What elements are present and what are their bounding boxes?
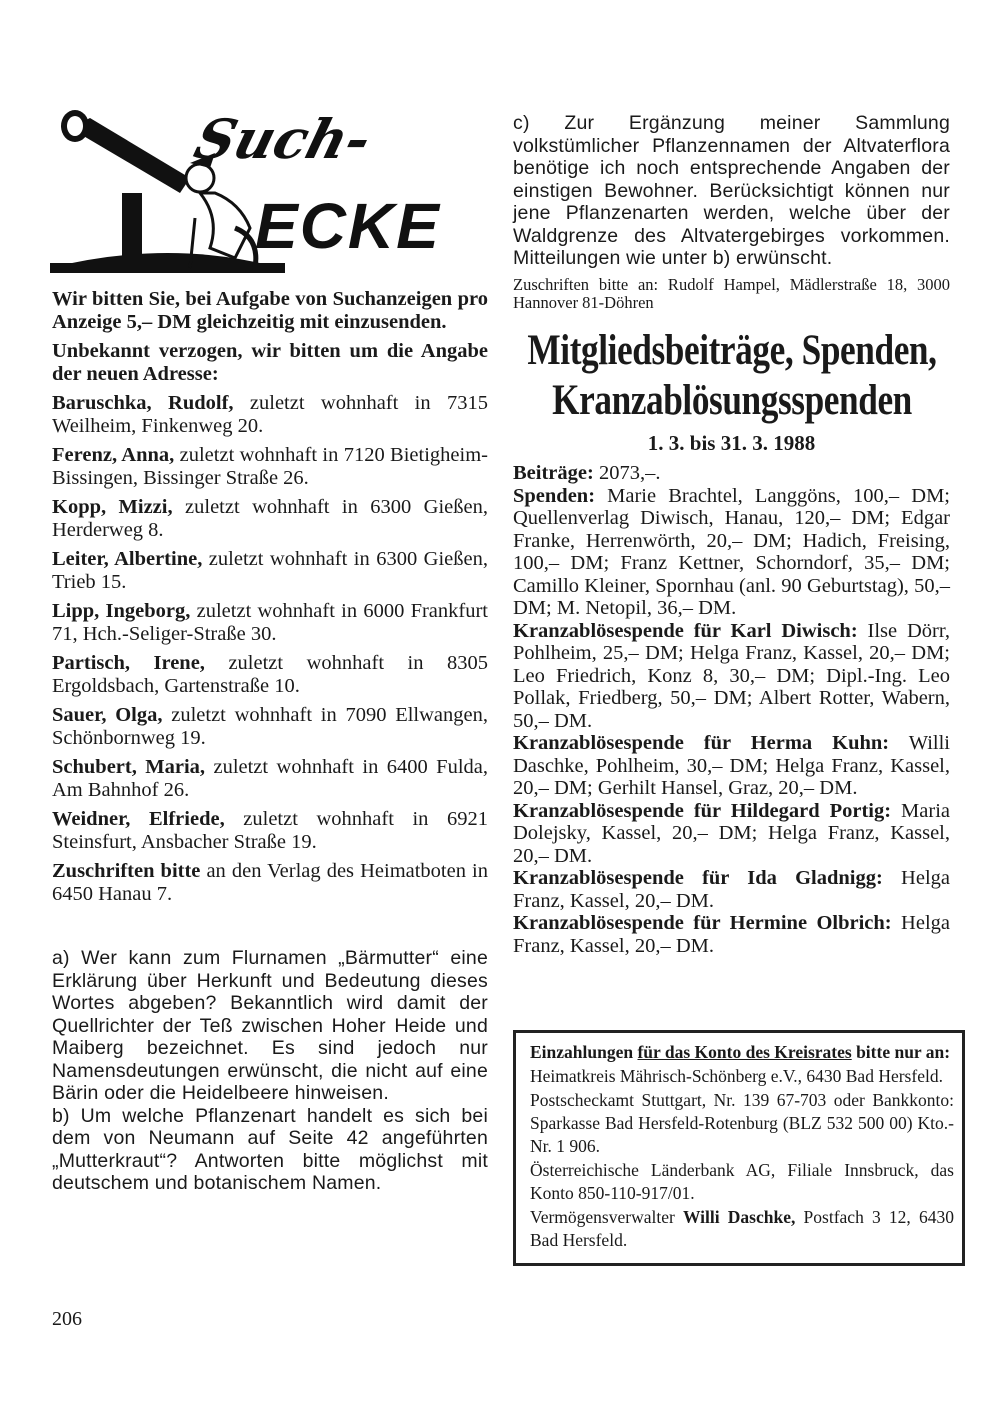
donation-entry: Beiträge: 2073,–.: [513, 462, 661, 484]
notice-fee: Wir bitten Sie, bei Aufgabe von Suchanzeigen pro Anzeige 5,– DM gleichzeitig mit einzusenden.: [52, 288, 488, 333]
such-ecke-logo: [50, 108, 470, 278]
search-entry: Ferenz, Anna, zuletzt wohnhaft in 7120 Bietigheim-Bissingen, Bissinger Straße 26.: [52, 444, 488, 489]
left-column: [52, 288, 488, 1195]
search-entry: Partisch, Irene, zuletzt wohnhaft in 8305 Ergoldsbach, Gartenstraße 10.: [52, 652, 488, 697]
donation-entry: Spenden: Marie Brachtel, Langgöns, 100,– DM; Quellenverlag Diwisch, Hanau, 120,– DM; Edgar Franke, Herrenwörth, 20,– DM; Hadich, Freising, 100,– DM; Franz Kettner, Schorndorf, 35,– DM; Camillo Kleiner, Spornhau (anl. 90 Geburtstag), 50,– DM; M. Netopil, 36,– DM.: [513, 484, 950, 619]
donation-entry: Kranzablösespende für Hermine Olbrich: Helga Franz, Kassel, 20,– DM.: [513, 912, 950, 957]
page-number: 206: [52, 1308, 82, 1330]
correspondence-note: Zuschriften bitte an den Verlag des Heimatboten in 6450 Hanau 7.: [52, 860, 488, 905]
search-entry: Leiter, Albertine, zuletzt wohnhaft in 6300 Gießen, Trieb 15.: [52, 548, 488, 593]
search-entry: Lipp, Ingeborg, zuletzt wohnhaft in 6000 Frankfurt 71, Hch.-Seliger-Straße 30.: [52, 600, 488, 645]
search-entry: Weidner, Elfriede, zuletzt wohnhaft in 6921 Steinsfurt, Ansbacher Straße 19.: [52, 808, 488, 853]
donation-entry: Kranzablösespende für Ida Gladnigg: Helga Franz, Kassel, 20,– DM.: [513, 867, 950, 912]
right-column: [513, 112, 950, 957]
payment-info-box: [513, 1030, 965, 1266]
svg-text:ECKE: ECKE: [255, 190, 441, 262]
telescope-man-illustration: [50, 108, 470, 278]
intro-notices: [52, 288, 488, 385]
donation-entry: Kranzablösespende für Hildegard Portig: Maria Dolejsky, Kassel, 20,– DM; Helga Franz, Kassel, 20,– DM.: [513, 799, 950, 867]
donation-list: [513, 462, 950, 957]
box-line: Vermögensverwalter Willi Daschke, Postfach 3 12, 6430 Bad Hersfeld.: [530, 1207, 954, 1250]
date-range: 1. 3. bis 31. 3. 1988: [647, 430, 816, 455]
question-c: c) Zur Ergänzung meiner Sammlung volkstümlicher Pflanzennamen der Altvaterflora benötige ich noch entsprechende Angaben der einstigen Bewohner. Berücksichtigt können nur jene Pflanzenarten werden, welche über der Waldgrenze des Altvatergebirges vorkommen. Mitteilungen wie unter b) erwünscht.: [513, 112, 950, 269]
search-entry: Sauer, Olga, zuletzt wohnhaft in 7090 Ellwangen, Schönbornweg 19.: [52, 704, 488, 749]
contact-address: Zuschriften bitte an: Rudolf Hampel, Mädlerstraße 18, 3000 Hannover 81-Döhren: [513, 274, 950, 312]
donation-entry: Kranzablösespende für Herma Kuhn: Willi Daschke, Pohlheim, 30,– DM; Helga Franz, Kassel, 20,– DM; Gerhilt Hansel, Graz, 20,– DM.: [513, 732, 950, 799]
donation-entry: Kranzablösespende für Karl Diwisch: Ilse Dörr, Pohlheim, 25,– DM; Helga Franz, Kassel, 20,– DM; Leo Friedrich, Konz 8, 30,– DM; Dipl.-Ing. Leo Pollak, Friedberg, 50,– DM; Albert Rotter, Wabern, 50,– DM.: [513, 619, 950, 732]
box-title: Einzahlungen für das Konto des Kreisrates bitte nur an:: [530, 1042, 951, 1062]
box-line: Österreichische Länderbank AG, Filiale Innsbruck, das Konto 850-110-917/01.: [530, 1160, 954, 1203]
search-entry: Kopp, Mizzi, zuletzt wohnhaft in 6300 Gießen, Herderweg 8.: [52, 496, 489, 541]
search-entries: [52, 392, 488, 905]
question-b: b) Um welche Pflanzenart handelt es sich bei dem von Neumann auf Seite 42 angeführten „Mutterkraut“? Antworten bitte möglichst mit deutschem und botanischem Namen.: [52, 1104, 488, 1194]
search-entry: Schubert, Maria, zuletzt wohnhaft in 6400 Fulda, Am Bahnhof 26.: [52, 756, 488, 801]
svg-text:Such-: Such-: [188, 108, 379, 171]
notice-unknown-address: Unbekannt verzogen, wir bitten um die Angabe der neuen Adresse:: [52, 340, 488, 385]
search-entry: Baruschka, Rudolf, zuletzt wohnhaft in 7315 Weilheim, Finkenweg 20.: [52, 392, 488, 437]
box-line: Postscheckamt Stuttgart, Nr. 139 67-703 oder Bankkonto: Sparkasse Bad Hersfeld-Rotenburg (BLZ 532 500 00) Kto.-Nr. 1 906.: [530, 1090, 954, 1156]
questions: [52, 947, 488, 1195]
section-heading: Mitgliedsbeiträge, Spenden, Kranzablösungsspenden: [527, 326, 937, 424]
box-line: Heimatkreis Mährisch-Schönberg e.V., 6430 Bad Hersfeld.: [530, 1066, 943, 1086]
question-a: a) Wer kann zum Flurnamen „Bärmutter“ eine Erklärung über Herkunft und Bedeutung dieses Wortes abgeben? Bekanntlich wird damit der Quellrichter der Teß zwischen Hoher Heide und Maiberg bezeichnet. Es sind jedoch nur Namensdeutungen erwünscht, die nicht auf eine Bärin oder die Heidelbeere hinweisen.: [52, 947, 488, 1104]
